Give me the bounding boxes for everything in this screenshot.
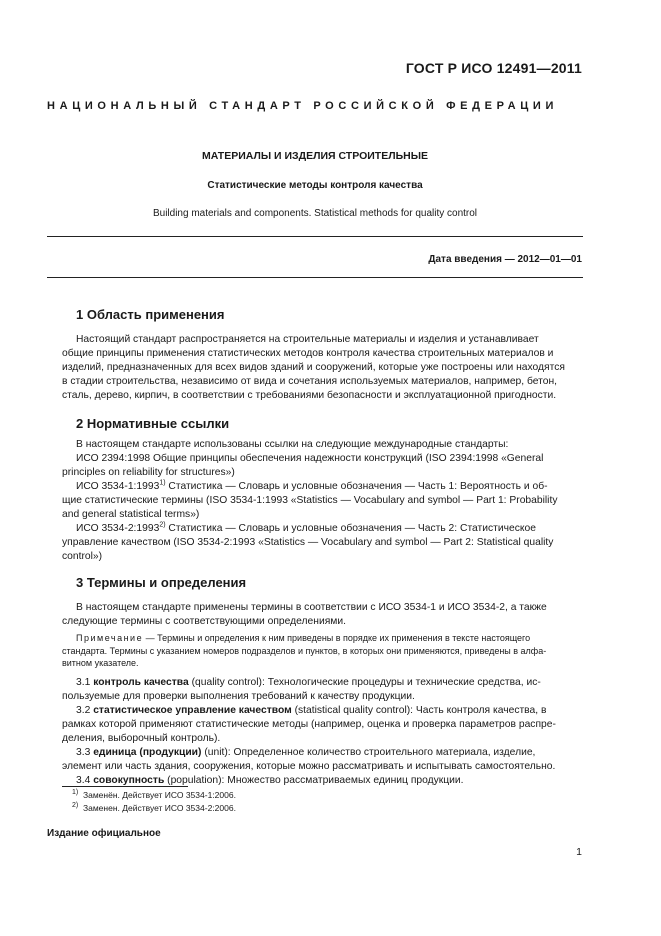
reference-code: ИСО 3534-2:1993 [76,523,160,534]
section-3-intro [62,601,581,629]
introduction-date: Дата введения — 2012—01—01 [428,254,582,265]
term-line: пользуемые для проверки выполнения требований к качеству продукции. [62,691,415,702]
reference-line [62,480,581,494]
footnote-text: Заменен. Действует ИСО 3534-2:2006. [82,802,236,813]
term-name: статистическое управление качеством [93,705,292,716]
term-definition: (statistical quality control): Часть контроля качества, в [291,705,547,716]
footnotes [72,789,236,814]
footnote [72,802,236,815]
footnote-mark: 1) [72,789,79,797]
term-line: рамках которой применяют статистические методы (например, оценка и проверка параметров распре- [62,719,556,730]
note-text: — Термины и определения к ним приведены в порядке их применения в тексте настоящего [143,633,531,643]
title-english: Building materials and components. Statistical methods for quality control [152,208,478,219]
subtitle-russian: Статистические методы контроля качества [207,180,423,191]
note-line [62,632,581,645]
reference-text: Статистика — Словарь и условные обозначения — Часть 1: Вероятность и об- [165,481,548,492]
term-definition: (unit): Определенное количество строительного материала, изделие, [201,747,536,758]
reference-text: Статистика — Словарь и условные обозначения — Часть 2: Статистическое [165,523,536,534]
term-number: 3.4 [76,775,91,786]
reference-line: principles on reliability for structures») [62,467,235,478]
national-standard-banner: НАЦИОНАЛЬНЫЙ СТАНДАРТ РОССИЙСКОЙ ФЕДЕРАЦИИ [47,100,559,112]
terms-list [62,676,581,788]
paragraph-line: в стадии строительства, независимо от вида и сочетания используемых материалов, например, бетон, [62,376,558,387]
reference-line: управление качеством (ISO 3534-2:1993 «Statistics — Vocabulary and symbol — Part 2: Statistical quality [62,537,554,548]
references-intro: В настоящем стандарте использованы ссылки на следующие международные стандарты: [76,439,509,450]
reference-code: ИСО 3534-1:1993 [76,481,160,492]
term-number: 3.2 [76,705,91,716]
term-name: совокупность [93,775,165,786]
term-number: 3.3 [76,747,91,758]
term-name: единица (продукции) [93,747,202,758]
term-definition: (population): Множество рассматриваемых единиц продукции. [164,775,464,786]
paragraph-line: изделий, предназначенных для всех видов зданий и сооружений, которые уже построены или находятся [62,362,565,373]
document-number: ГОСТ Р ИСО 12491—2011 [405,60,582,76]
paragraph-line: общие принципы применения статистических методов контроля качества строительных материалов и [62,348,554,359]
footnote-mark: 2) [72,801,79,809]
term-line: элемент или часть здания, сооружения, которые можно рассматривать и испытывать самостоятельно. [62,761,556,772]
term-name: контроль качества [93,677,189,688]
divider-top [47,236,583,237]
reference-line: and general statistical terms») [62,509,200,520]
paragraph-line: Настоящий стандарт распространяется на строительные материалы и изделия и устанавливает [76,334,539,345]
term-line [62,676,581,690]
reference-line: control») [62,551,103,562]
footnote-text: Заменён. Действует ИСО 3534-1:2006. [82,790,236,800]
note-block [62,632,581,670]
section-2-heading: 2 Нормативные ссылки [76,416,230,431]
paragraph-line: В настоящем стандарте применены термины в соответствии с ИСО 3534-1 и ИСО 3534-2, а также [76,602,547,613]
term-line [62,746,581,760]
paragraph-line: следующие термины с соответствующими определениями. [62,616,346,627]
footnote [72,789,236,802]
divider-bottom [47,277,583,278]
reference-line: ИСО 2394:1998 Общие принципы обеспечения надежности конструкций (ISO 2394:1998 «General [76,453,544,464]
page-number: 1 [576,846,582,858]
section-1-body [62,333,581,403]
note-line: стандарта. Термины с указанием номеров подразделов и пунктов, в которых они применяются, приведены в алфа- [62,645,547,656]
footnote-mark: 2) [159,521,166,529]
paragraph-line: сталь, дерево, кирпич, в соответствии с требованиями безопасности и эксплуатационной пригодности. [62,390,557,401]
note-line: витном указателе. [62,658,139,668]
edition-label: Издание официальное [47,828,161,839]
reference-line [62,522,581,536]
section-1-heading: 1 Область применения [76,307,225,322]
term-definition: (quality control): Технологические процедуры и технические средства, ис- [188,677,541,688]
reference-line: щие статистические термины (ISO 3534-1:1993 «Statistics — Vocabulary and symbol — Part 1: Probability [62,495,558,506]
footnote-divider [62,786,188,787]
term-line [62,704,581,718]
footnote-mark: 1) [159,479,166,487]
section-3-heading: 3 Термины и определения [76,575,247,590]
section-2-body [62,438,581,564]
term-line: деления, выборочный контроль). [62,733,221,744]
note-label: Примечание [76,633,144,643]
term-number: 3.1 [76,677,91,688]
title-russian: МАТЕРИАЛЫ И ИЗДЕЛИЯ СТРОИТЕЛЬНЫЕ [201,150,428,162]
